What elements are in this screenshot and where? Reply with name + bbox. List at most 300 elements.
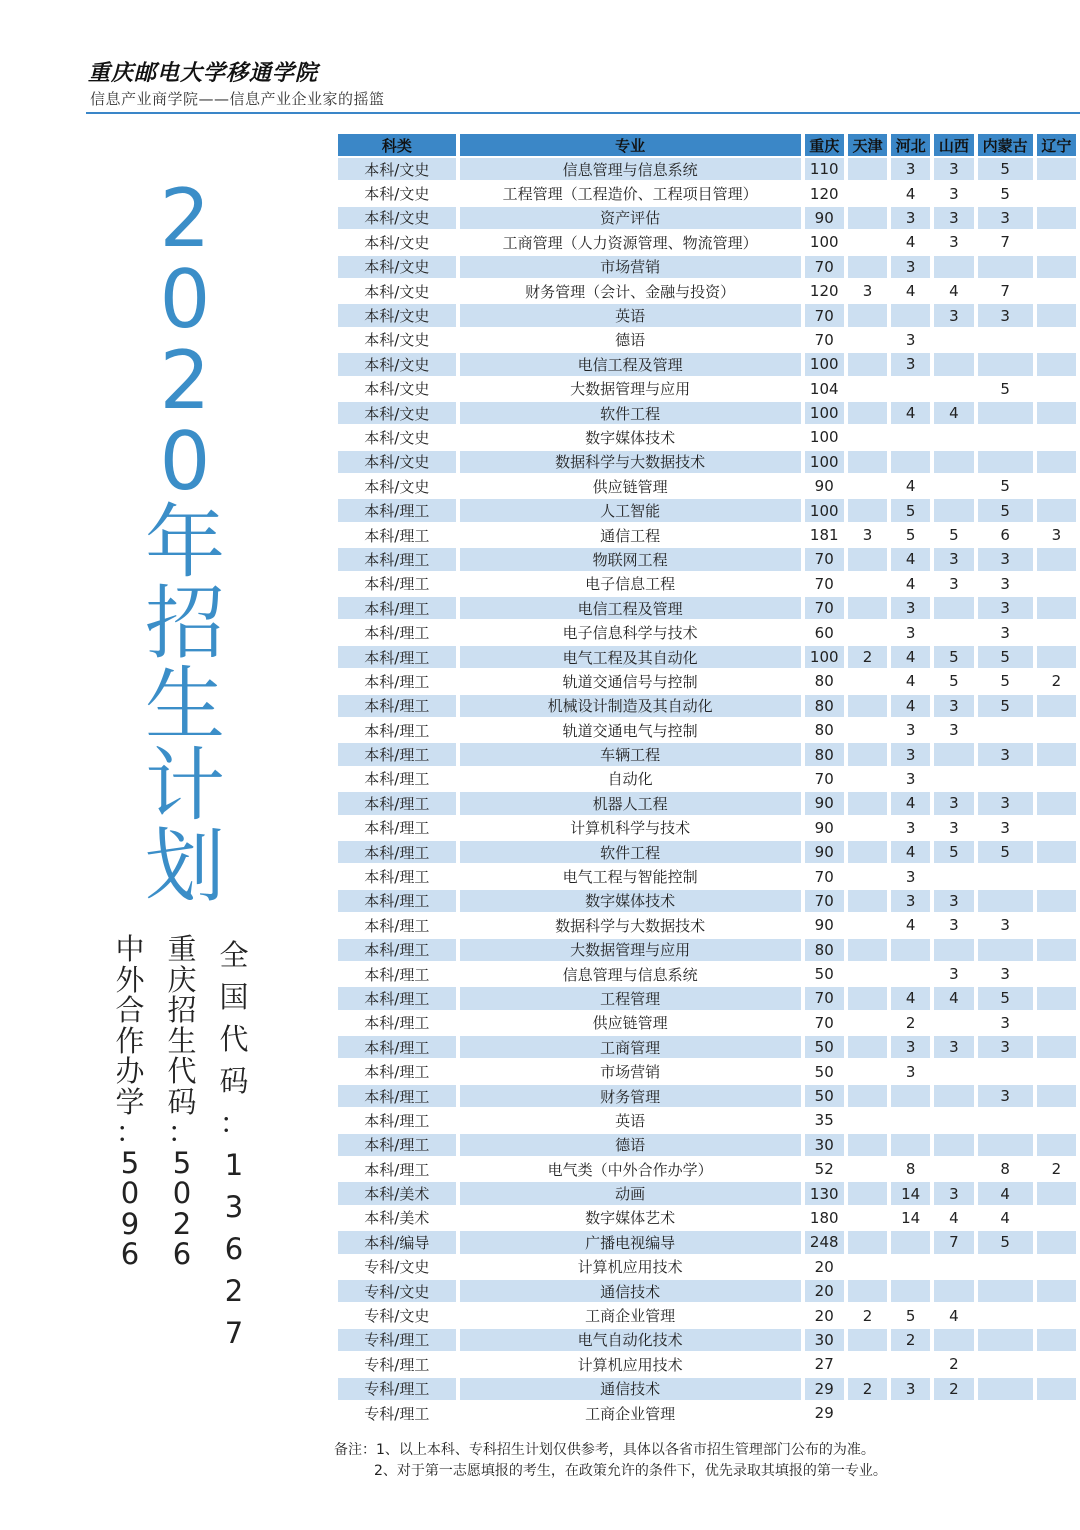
table-row xyxy=(338,1402,1076,1424)
table-cell xyxy=(1037,402,1076,424)
table-cell: 本科/理工 xyxy=(338,841,456,863)
table-cell: 100 xyxy=(805,499,844,521)
table-cell: 德语 xyxy=(460,1134,801,1156)
table-cell xyxy=(848,890,887,912)
code-char: 码 xyxy=(167,1084,197,1119)
table-cell: 3 xyxy=(934,1036,973,1058)
table-cell: 70 xyxy=(805,865,844,887)
table-cell xyxy=(891,451,930,473)
table-cell: 信息管理与信息系统 xyxy=(460,963,801,985)
table-cell: 70 xyxy=(805,304,844,326)
table-cell: 4 xyxy=(934,280,973,302)
sino-foreign-code xyxy=(110,934,150,1270)
table-cell: 工商管理 xyxy=(460,1036,801,1058)
table-cell: 财务管理 xyxy=(460,1085,801,1107)
table-cell xyxy=(848,207,887,229)
table-cell: 4 xyxy=(891,280,930,302)
table-cell xyxy=(934,597,973,619)
enrollment-plan-table xyxy=(334,132,1080,1426)
table-cell: 3 xyxy=(978,817,1033,839)
table-cell xyxy=(848,1109,887,1131)
table-cell xyxy=(891,304,930,326)
table-cell: 工商管理（人力资源管理、物流管理） xyxy=(460,231,801,253)
table-cell: 80 xyxy=(805,695,844,717)
table-cell xyxy=(1037,158,1076,180)
table-cell: 3 xyxy=(891,158,930,180)
table-cell xyxy=(848,304,887,326)
table-cell: 3 xyxy=(891,353,930,375)
table-row xyxy=(338,499,1076,521)
table-cell xyxy=(891,939,930,961)
table-cell: 5 xyxy=(978,987,1033,1009)
national-code xyxy=(214,934,254,1354)
table-cell: 自动化 xyxy=(460,768,801,790)
table-cell: 70 xyxy=(805,573,844,595)
table-cell xyxy=(848,573,887,595)
table-cell xyxy=(934,1060,973,1082)
code-char: 作 xyxy=(115,1023,145,1058)
table-row xyxy=(338,890,1076,912)
table-cell: 本科/理工 xyxy=(338,1012,456,1034)
table-cell xyxy=(1037,329,1076,351)
table-cell: 5 xyxy=(934,524,973,546)
table-cell: 3 xyxy=(848,524,887,546)
table-row xyxy=(338,207,1076,229)
table-cell: 软件工程 xyxy=(460,402,801,424)
table-cell: 数据科学与大数据技术 xyxy=(460,451,801,473)
table-cell xyxy=(978,768,1033,790)
table-cell: 3 xyxy=(934,548,973,570)
table-cell xyxy=(848,499,887,521)
table-cell: 数字媒体技术 xyxy=(460,426,801,448)
table-cell xyxy=(1037,890,1076,912)
table-cell: 本科/文史 xyxy=(338,158,456,180)
table-cell: 数字媒体艺术 xyxy=(460,1207,801,1229)
table-cell xyxy=(848,548,887,570)
table-cell xyxy=(848,743,887,765)
column-header: 专业 xyxy=(460,134,801,156)
table-cell xyxy=(978,1134,1033,1156)
table-cell: 5 xyxy=(891,524,930,546)
table-cell xyxy=(978,939,1033,961)
column-header: 重庆 xyxy=(805,134,844,156)
table-cell: 专科/文史 xyxy=(338,1256,456,1278)
table-row xyxy=(338,304,1076,326)
table-cell: 3 xyxy=(891,207,930,229)
table-row xyxy=(338,1304,1076,1326)
table-cell xyxy=(1037,1231,1076,1253)
table-cell xyxy=(891,1134,930,1156)
table-cell: 3 xyxy=(891,1036,930,1058)
table-row xyxy=(338,719,1076,741)
table-cell: 5 xyxy=(978,695,1033,717)
table-row xyxy=(338,597,1076,619)
table-cell: 3 xyxy=(934,231,973,253)
code-char: 生 xyxy=(167,1023,197,1058)
table-cell xyxy=(848,914,887,936)
table-cell xyxy=(1037,1378,1076,1400)
code-char: 合 xyxy=(115,993,145,1027)
table-cell: 本科/文史 xyxy=(338,280,456,302)
table-cell: 4 xyxy=(891,548,930,570)
table-cell: 120 xyxy=(805,182,844,204)
table-cell: 4 xyxy=(934,402,973,424)
table-cell: 3 xyxy=(978,597,1033,619)
table-cell xyxy=(848,1353,887,1375)
table-row xyxy=(338,182,1076,204)
table-row xyxy=(338,524,1076,546)
table-cell xyxy=(978,890,1033,912)
table-row xyxy=(338,329,1076,351)
table-cell: 70 xyxy=(805,768,844,790)
code-char: 国 xyxy=(219,980,249,1014)
table-cell xyxy=(978,451,1033,473)
table-cell: 软件工程 xyxy=(460,841,801,863)
table-cell xyxy=(1037,1329,1076,1351)
table-cell: 本科/理工 xyxy=(338,1036,456,1058)
table-cell xyxy=(848,1329,887,1351)
table-cell: 3 xyxy=(891,719,930,741)
table-cell xyxy=(978,402,1033,424)
code-char: 0 xyxy=(172,1176,192,1210)
table-cell xyxy=(934,426,973,448)
table-cell xyxy=(1037,256,1076,278)
table-cell: 3 xyxy=(934,158,973,180)
title-char: 0 xyxy=(159,253,211,346)
table-cell xyxy=(1037,1060,1076,1082)
table-row xyxy=(338,621,1076,643)
table-cell xyxy=(978,256,1033,278)
table-cell: 3 xyxy=(934,817,973,839)
table-cell: 100 xyxy=(805,426,844,448)
table-cell: 2 xyxy=(1037,1158,1076,1180)
code-char: 码 xyxy=(219,1064,249,1098)
table-cell: 100 xyxy=(805,402,844,424)
table-cell: 20 xyxy=(805,1256,844,1278)
table-cell xyxy=(978,1329,1033,1351)
table-row xyxy=(338,695,1076,717)
table-cell: 2 xyxy=(848,1304,887,1326)
table-row xyxy=(338,378,1076,400)
code-char: 代 xyxy=(167,1054,197,1088)
table-cell: 电气自动化技术 xyxy=(460,1329,801,1351)
table-cell: 广播电视编导 xyxy=(460,1231,801,1253)
table-cell: 3 xyxy=(934,963,973,985)
table-cell: 电气工程及其自动化 xyxy=(460,646,801,668)
table-row xyxy=(338,670,1076,692)
table-row xyxy=(338,1329,1076,1351)
code-char: ： xyxy=(167,1115,197,1149)
code-char: 0 xyxy=(120,1176,140,1210)
table-cell: 5 xyxy=(978,182,1033,204)
table-cell xyxy=(934,499,973,521)
table-cell: 3 xyxy=(848,280,887,302)
table-cell: 3 xyxy=(934,914,973,936)
table-cell: 本科/理工 xyxy=(338,1060,456,1082)
table-cell xyxy=(978,329,1033,351)
table-cell xyxy=(978,1060,1033,1082)
table-cell: 4 xyxy=(891,231,930,253)
table-cell: 本科/文史 xyxy=(338,475,456,497)
table-cell: 3 xyxy=(891,1060,930,1082)
table-cell: 7 xyxy=(978,231,1033,253)
table-row xyxy=(338,1158,1076,1180)
table-cell: 5 xyxy=(978,475,1033,497)
table-cell xyxy=(848,231,887,253)
table-cell xyxy=(1037,353,1076,375)
table-row xyxy=(338,280,1076,302)
table-cell: 2 xyxy=(848,1378,887,1400)
table-cell xyxy=(1037,1304,1076,1326)
table-cell: 35 xyxy=(805,1109,844,1131)
table-cell xyxy=(934,939,973,961)
table-cell xyxy=(1037,841,1076,863)
table-cell: 物联网工程 xyxy=(460,548,801,570)
table-cell: 大数据管理与应用 xyxy=(460,378,801,400)
table-cell xyxy=(891,1402,930,1424)
table-cell: 电信工程及管理 xyxy=(460,597,801,619)
table-cell: 80 xyxy=(805,743,844,765)
table-row xyxy=(338,817,1076,839)
table-cell: 120 xyxy=(805,280,844,302)
table-cell xyxy=(934,353,973,375)
table-cell xyxy=(848,1012,887,1034)
table-cell xyxy=(934,475,973,497)
table-cell xyxy=(1037,987,1076,1009)
table-cell: 本科/文史 xyxy=(338,402,456,424)
table-cell: 3 xyxy=(934,695,973,717)
table-cell: 3 xyxy=(978,743,1033,765)
table-cell: 工商企业管理 xyxy=(460,1304,801,1326)
table-cell: 本科/文史 xyxy=(338,304,456,326)
table-cell: 市场营销 xyxy=(460,1060,801,1082)
table-cell: 7 xyxy=(934,1231,973,1253)
table-cell: 5 xyxy=(978,499,1033,521)
table-row xyxy=(338,256,1076,278)
table-cell xyxy=(1037,1134,1076,1156)
table-cell xyxy=(978,1304,1033,1326)
table-cell: 27 xyxy=(805,1353,844,1375)
table-cell xyxy=(891,1231,930,1253)
table-cell: 4 xyxy=(891,841,930,863)
table-cell: 70 xyxy=(805,597,844,619)
code-char: 2 xyxy=(172,1206,192,1241)
table-cell xyxy=(934,1109,973,1131)
table-cell: 80 xyxy=(805,719,844,741)
table-cell: 70 xyxy=(805,890,844,912)
table-row xyxy=(338,743,1076,765)
table-cell xyxy=(934,1085,973,1107)
table-row xyxy=(338,1378,1076,1400)
table-cell: 本科/理工 xyxy=(338,792,456,814)
table-cell: 本科/编导 xyxy=(338,1231,456,1253)
table-cell xyxy=(978,1109,1033,1131)
table-cell xyxy=(848,426,887,448)
table-cell xyxy=(1037,719,1076,741)
code-char: 招 xyxy=(167,993,197,1027)
code-char: 代 xyxy=(219,1022,249,1056)
table-cell: 4 xyxy=(891,670,930,692)
table-cell: 3 xyxy=(934,890,973,912)
table-cell: 供应链管理 xyxy=(460,1012,801,1034)
table-cell: 248 xyxy=(805,1231,844,1253)
header-rule xyxy=(86,112,1080,114)
table-row xyxy=(338,353,1076,375)
table-cell: 130 xyxy=(805,1182,844,1204)
table-cell xyxy=(1037,1012,1076,1034)
table-cell xyxy=(848,378,887,400)
table-cell: 3 xyxy=(934,207,973,229)
table-cell xyxy=(1037,1036,1076,1058)
table-cell: 3 xyxy=(978,573,1033,595)
table-cell: 5 xyxy=(978,841,1033,863)
title-char: 计 xyxy=(145,739,225,832)
table-cell: 2 xyxy=(848,646,887,668)
table-row xyxy=(338,865,1076,887)
table-cell xyxy=(848,1060,887,1082)
table-cell: 5 xyxy=(934,841,973,863)
table-cell xyxy=(1037,548,1076,570)
table-cell: 资产评估 xyxy=(460,207,801,229)
table-cell: 80 xyxy=(805,939,844,961)
table-cell xyxy=(848,158,887,180)
table-cell: 本科/理工 xyxy=(338,719,456,741)
table-row xyxy=(338,1109,1076,1131)
table-cell: 2 xyxy=(934,1378,973,1400)
table-cell: 2 xyxy=(1037,670,1076,692)
table-cell xyxy=(1037,1109,1076,1131)
table-cell xyxy=(934,1256,973,1278)
code-char: 外 xyxy=(115,962,145,997)
table-cell: 60 xyxy=(805,621,844,643)
table-cell: 通信技术 xyxy=(460,1378,801,1400)
table-cell xyxy=(934,865,973,887)
table-row xyxy=(338,1036,1076,1058)
table-cell: 3 xyxy=(978,963,1033,985)
table-cell: 3 xyxy=(891,768,930,790)
table-cell: 本科/理工 xyxy=(338,670,456,692)
table-cell: 3 xyxy=(891,256,930,278)
code-char: 5 xyxy=(172,1145,192,1180)
table-cell: 电气类（中外合作办学） xyxy=(460,1158,801,1180)
table-cell xyxy=(848,670,887,692)
table-cell: 4 xyxy=(934,1207,973,1229)
table-cell: 本科/理工 xyxy=(338,573,456,595)
table-cell: 3 xyxy=(891,817,930,839)
table-cell: 人工智能 xyxy=(460,499,801,521)
table-cell: 供应链管理 xyxy=(460,475,801,497)
table-cell: 29 xyxy=(805,1402,844,1424)
table-cell xyxy=(978,1280,1033,1302)
table-cell: 3 xyxy=(978,548,1033,570)
column-header: 内蒙古 xyxy=(978,134,1033,156)
table-cell: 本科/美术 xyxy=(338,1182,456,1204)
table-cell: 本科/理工 xyxy=(338,939,456,961)
table-cell xyxy=(848,1231,887,1253)
table-cell: 20 xyxy=(805,1304,844,1326)
table-cell xyxy=(934,743,973,765)
table-cell xyxy=(934,1134,973,1156)
table-cell: 计算机应用技术 xyxy=(460,1353,801,1375)
table-cell: 50 xyxy=(805,963,844,985)
table-cell xyxy=(1037,280,1076,302)
table-cell: 通信技术 xyxy=(460,1280,801,1302)
chongqing-code xyxy=(162,934,202,1270)
table-cell: 电子信息工程 xyxy=(460,573,801,595)
table-cell xyxy=(1037,207,1076,229)
table-cell xyxy=(848,817,887,839)
table-cell: 30 xyxy=(805,1134,844,1156)
code-char: 办 xyxy=(115,1054,145,1088)
table-row xyxy=(338,548,1076,570)
code-char: 2 xyxy=(224,1274,244,1308)
table-cell: 14 xyxy=(891,1207,930,1229)
table-cell: 机械设计制造及其自动化 xyxy=(460,695,801,717)
table-cell xyxy=(891,1109,930,1131)
school-logo: 重庆邮电大学移通学院 xyxy=(88,60,319,86)
table-cell: 8 xyxy=(891,1158,930,1180)
table-cell xyxy=(978,353,1033,375)
table-cell: 本科/文史 xyxy=(338,426,456,448)
title-char: 划 xyxy=(145,820,225,913)
title-char: 2 xyxy=(159,334,211,427)
table-cell: 90 xyxy=(805,207,844,229)
table-cell: 专科/理工 xyxy=(338,1353,456,1375)
table-cell: 车辆工程 xyxy=(460,743,801,765)
code-char: 5 xyxy=(120,1145,140,1180)
table-cell: 181 xyxy=(805,524,844,546)
table-row xyxy=(338,1012,1076,1034)
table-cell xyxy=(1037,475,1076,497)
table-cell: 本科/理工 xyxy=(338,621,456,643)
table-cell xyxy=(1037,914,1076,936)
code-char: 重 xyxy=(167,932,197,966)
table-cell: 104 xyxy=(805,378,844,400)
table-cell: 工程管理（工程造价、工程项目管理） xyxy=(460,182,801,204)
table-cell xyxy=(978,1402,1033,1424)
table-cell xyxy=(1037,1353,1076,1375)
table-cell xyxy=(978,865,1033,887)
table-cell: 4 xyxy=(891,914,930,936)
table-cell xyxy=(934,256,973,278)
table-row xyxy=(338,1256,1076,1278)
table-cell: 财务管理（会计、金融与投资） xyxy=(460,280,801,302)
table-cell xyxy=(848,865,887,887)
table-cell: 英语 xyxy=(460,304,801,326)
table-cell xyxy=(1037,1085,1076,1107)
table-row xyxy=(338,475,1076,497)
table-cell xyxy=(1037,743,1076,765)
table-cell: 2 xyxy=(934,1353,973,1375)
table-cell: 本科/理工 xyxy=(338,1158,456,1180)
table-cell: 80 xyxy=(805,670,844,692)
table-cell xyxy=(1037,792,1076,814)
table-cell xyxy=(848,597,887,619)
table-cell: 3 xyxy=(891,1378,930,1400)
table-cell: 专科/理工 xyxy=(338,1329,456,1351)
table-cell: 大数据管理与应用 xyxy=(460,939,801,961)
table-cell xyxy=(934,621,973,643)
table-cell: 3 xyxy=(934,1182,973,1204)
code-char: 全 xyxy=(219,938,249,972)
table-cell: 本科/文史 xyxy=(338,353,456,375)
table-cell xyxy=(848,256,887,278)
table-cell: 5 xyxy=(978,378,1033,400)
table-cell: 德语 xyxy=(460,329,801,351)
table-cell xyxy=(848,987,887,1009)
table-cell: 100 xyxy=(805,646,844,668)
table-cell xyxy=(1037,1256,1076,1278)
